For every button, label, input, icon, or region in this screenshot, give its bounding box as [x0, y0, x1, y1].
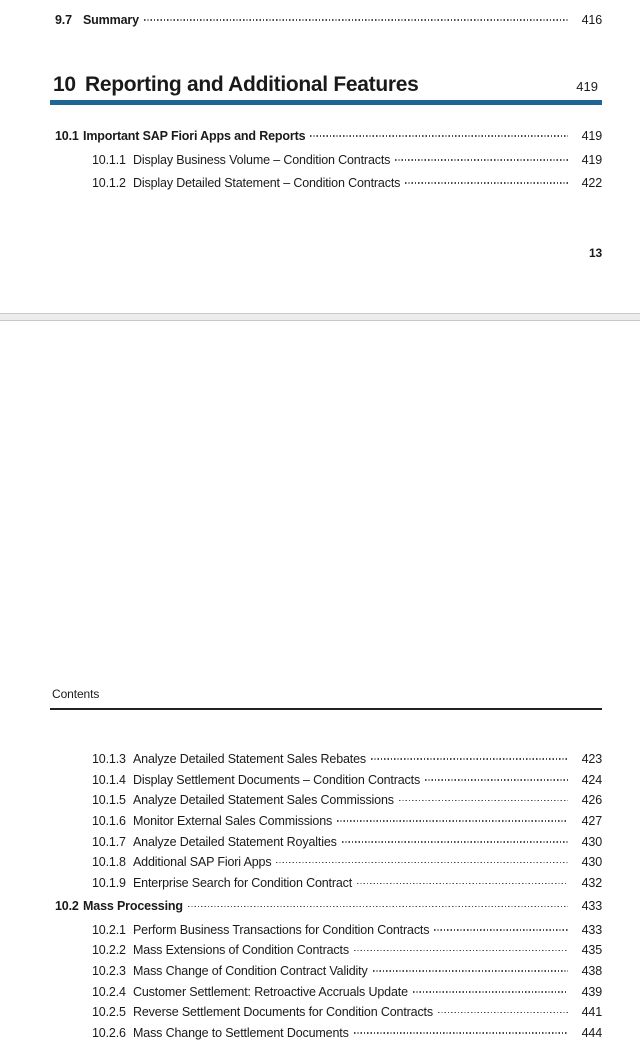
toc-entry-10-2[interactable] [55, 896, 602, 917]
toc-entry-10-2-3[interactable] [92, 961, 602, 982]
toc-entry-number: 10.1.4 [92, 772, 126, 787]
toc-entry-page-number: 444 [581, 1025, 602, 1040]
toc-entry-title: Enterprise Search for Condition Contract [133, 876, 353, 891]
toc-entry-title: Monitor External Sales Commissions [133, 814, 333, 829]
toc-entry-number: 10.1 [55, 129, 79, 143]
toc-entry-number: 10.1.9 [92, 876, 126, 891]
chapter-heading [50, 72, 602, 98]
running-header-rule [50, 708, 602, 710]
toc-entry-page-number: 435 [581, 943, 602, 958]
toc-entry-title: Customer Settlement: Retroactive Accruals Update [133, 984, 408, 999]
toc-entry-number: 10.2.3 [92, 963, 126, 978]
toc-entry-number: 10.2.2 [92, 943, 126, 958]
toc-entry-10-2-1[interactable] [92, 920, 602, 941]
toc-entry-title: Summary [83, 13, 139, 27]
toc-entry-number: 10.2 [55, 899, 79, 914]
toc-entry-10-1-1[interactable] [92, 149, 602, 173]
toc-page-14 [0, 321, 640, 1040]
toc-entry-10-1-5[interactable] [92, 790, 602, 811]
toc-entry-title: Analyze Detailed Statement Sales Commissions [133, 793, 394, 808]
toc-entry-page-number: 433 [581, 922, 602, 937]
toc-entry-number: 10.2.5 [92, 1005, 126, 1020]
toc-entry-title: Mass Change to Settlement Documents [133, 1025, 349, 1040]
toc-entry-number: 10.1.8 [92, 855, 126, 870]
toc-entry-page-number: 422 [581, 176, 602, 190]
toc-entry-page-number: 441 [581, 1005, 602, 1020]
toc-entry-page-number: 439 [581, 984, 602, 999]
toc-entry-number: 10.1.5 [92, 793, 126, 808]
toc-entry-page-number: 438 [581, 963, 602, 978]
toc-entry-title: Analyze Detailed Statement Sales Rebates [133, 752, 367, 766]
toc-entry-10-1-6[interactable] [92, 811, 602, 832]
toc-entry-10-1-7[interactable] [92, 832, 602, 853]
toc-entry-number: 10.2.4 [92, 984, 126, 999]
toc-entry-page-number: 426 [581, 793, 602, 808]
chapter-number: 10 [53, 73, 76, 96]
toc-entry-10-2-5[interactable] [92, 1002, 602, 1023]
toc-entry-page-number: 433 [581, 899, 602, 914]
toc-entry-title: Display Business Volume – Condition Contracts [133, 152, 391, 167]
toc-entry-title: Mass Processing [83, 899, 183, 914]
page-folio: 13 [589, 246, 602, 260]
toc-entry-number: 10.2.6 [92, 1025, 126, 1040]
toc-entry-10-2-6[interactable] [92, 1023, 602, 1044]
toc-entry-title: Reverse Settlement Documents for Condition Contracts [133, 1005, 433, 1020]
toc-rows-after-chapter [50, 125, 602, 196]
toc-entry-title: Mass Change of Condition Contract Validity [133, 963, 368, 978]
toc-entry-page-number: 432 [581, 876, 602, 891]
toc-entry-10-2-2[interactable] [92, 940, 602, 961]
toc-entry-title: Additional SAP Fiori Apps [133, 855, 272, 870]
toc-entry-10-1-3[interactable] [92, 749, 602, 770]
toc-entry-10-1-4[interactable] [92, 770, 602, 791]
chapter-page-number: 419 [576, 79, 598, 94]
toc-entry-number: 10.1.7 [92, 834, 126, 849]
toc-entry-10-1-8[interactable] [92, 852, 602, 873]
toc-entry-title: Display Settlement Documents – Condition Contracts [133, 772, 421, 787]
toc-entry-title: Perform Business Transactions for Condition Contracts [133, 922, 430, 937]
toc-entry-number: 10.1.6 [92, 814, 126, 829]
toc-entry-10-1-9[interactable] [92, 873, 602, 894]
toc-entry-number: 10.1.1 [92, 152, 126, 167]
toc-entry-number: 10.2.1 [92, 922, 126, 937]
toc-entry-page-number: 424 [581, 772, 602, 787]
toc-entry-page-number: 419 [581, 152, 602, 167]
toc-entry-number: 10.1.3 [92, 752, 126, 766]
page-separator [0, 313, 640, 321]
toc-entry-page-number: 423 [581, 752, 602, 766]
toc-entry-page-number: 430 [581, 834, 602, 849]
chapter-title: Reporting and Additional Features [85, 73, 419, 96]
toc-entry-title: Mass Extensions of Condition Contracts [133, 943, 349, 958]
toc-entry-title: Analyze Detailed Statement Royalties [133, 834, 337, 849]
toc-page-13 [0, 0, 640, 313]
toc-entry-page-number: 427 [581, 814, 602, 829]
toc-entry-10-2-4[interactable] [92, 982, 602, 1003]
toc-rows [50, 749, 602, 1044]
running-header: Contents [52, 687, 100, 701]
toc-entry-number: 9.7 [55, 13, 72, 27]
toc-entry-page-number: 419 [581, 129, 602, 143]
toc-entry-10-1-2[interactable] [92, 172, 602, 196]
toc-entry-number: 10.1.2 [92, 176, 126, 190]
toc-entry-page-number: 416 [581, 13, 602, 27]
toc-entry-page-number: 430 [581, 855, 602, 870]
chapter-accent-rule [50, 100, 602, 105]
toc-rows-before-chapter [50, 8, 602, 32]
toc-entry-10-1[interactable] [55, 125, 602, 149]
toc-entry-title: Important SAP Fiori Apps and Reports [83, 129, 306, 143]
toc-entry-title: Display Detailed Statement – Condition Contracts [133, 176, 401, 190]
toc-entry-9-7[interactable] [55, 8, 602, 32]
